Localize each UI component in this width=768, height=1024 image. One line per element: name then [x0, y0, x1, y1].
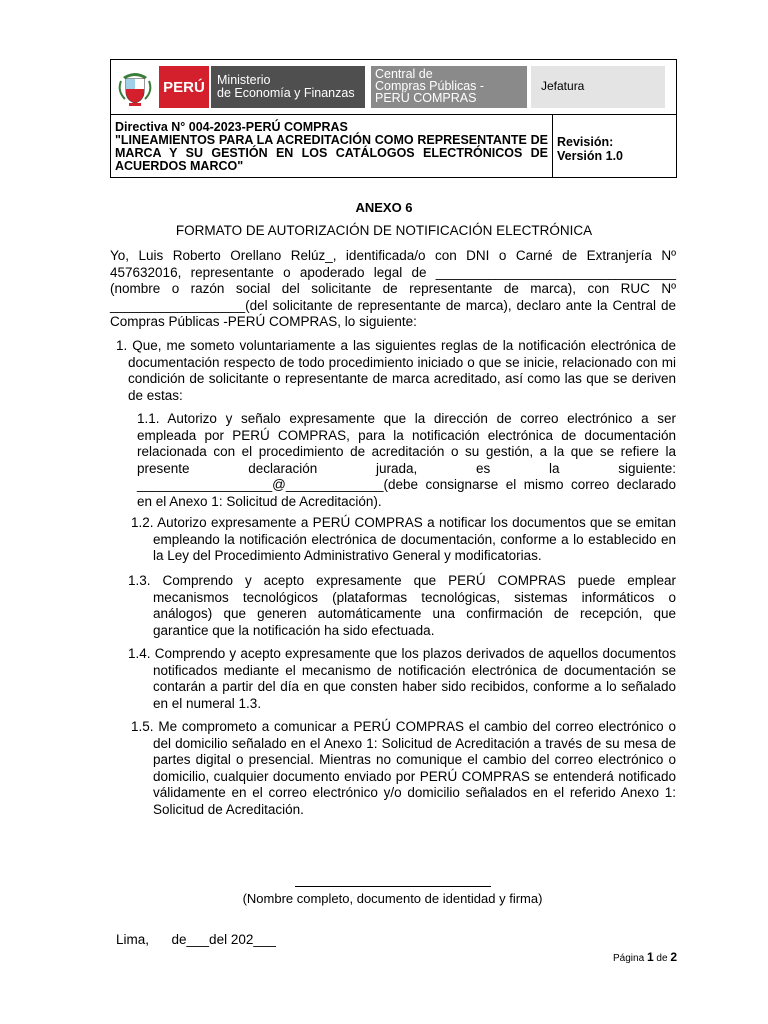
version-label: Versión 1.0: [557, 149, 624, 163]
page-current: 1: [646, 950, 654, 964]
revision-label: Revisión:: [557, 135, 614, 149]
anexo-title: ANEXO 6: [355, 200, 413, 215]
page-number: [613, 950, 677, 964]
central-line-3: PERÚ COMPRAS: [375, 91, 477, 105]
central-line-2: Compras Públicas -: [375, 79, 485, 93]
signature-label: (Nombre completo, documento de identidad y firma): [242, 891, 543, 906]
intro-paragraph: Yo, Luis Roberto Orellano Relúz_, identificada/o con DNI o Carné de Extranjería Nº 457632016, representante o apoderado legal de ________________________________ (nombre o razón social del solicitante de representante de marca), con RUC Nº __________________(del solicitante de representante de marca), declaro ante la Central de Compras Públicas -PERÚ COMPRAS, lo siguiente:: [110, 248, 676, 329]
central-compras-label: [371, 66, 527, 108]
page-word: Página: [613, 953, 645, 964]
header-table: [110, 59, 677, 178]
directiva-cell: [111, 115, 553, 178]
formato-title: FORMATO DE AUTORIZACIÓN DE NOTIFICACIÓN ELECTRÓNICA: [175, 223, 593, 238]
item-1-4: 1.4. Comprendo y acepto expresamente que los plazos derivados de aquellos documentos notificados mediante el mecanismo de notificación electrónica de documentación se contarán a partir del día en que consten haber sido recibidos, conforme a lo señalado en el numeral 1.3.: [128, 646, 676, 711]
directiva-number: Directiva N° 004-2023-PERÚ COMPRAS: [115, 120, 348, 134]
logo-cell: [111, 60, 677, 115]
peru-logo: PERÚ: [159, 66, 209, 108]
page-total: 2: [670, 950, 677, 964]
ministerio-line-1: Ministerio: [217, 73, 271, 87]
item-1-3: 1.3. Comprendo y acepto expresamente que PERÚ COMPRAS puede emplear mecanismos tecnológicos (plataformas tecnológicas, sistemas informáticos o análogos) que generen automáticamente una confirmación de recepción, que garantice que la notificación ha sido efectuada.: [128, 573, 676, 638]
item-1-5: 1.5. Me comprometo a comunicar a PERÚ COMPRAS el cambio del correo electrónico o del domicilio señalado en el Anexo 1: Solicitud de Acreditación a través de su mesa de partes digital o presencial. Mientras no comunique el cambio del correo electrónico o domicilio, cualquier documento enviado por PERÚ COMPRAS se entenderá notificado válidamente en el correo electrónico y/o domicilio señalados en el referido Anexo 1: Solicitud de Acreditación.: [131, 719, 676, 817]
jefatura-label: Jefatura: [531, 66, 665, 108]
ministerio-line-2: de Economía y Finanzas: [217, 86, 355, 100]
page-of: de: [656, 953, 668, 964]
place-date-line: Lima, de___del 202___: [116, 932, 276, 947]
central-line-1: Central de: [375, 67, 433, 81]
item-1: 1. Que, me someto voluntariamente a las siguientes reglas de la notificación electrónica de documentación respecto de todo procedimiento iniciado o que se inicie, relacionado con mi condición de solicitante o representante de marca acreditado, así como las que se deriven de estas:: [116, 338, 676, 403]
item-1-2: 1.2. Autorizo expresamente a PERÚ COMPRAS a notificar los documentos que se emitan empleando la notificación electrónica de documentación, conforme a lo establecido en la Ley del Procedimiento Administrativo General y modificatorias.: [131, 515, 676, 563]
revision-cell: [553, 115, 677, 178]
directiva-title: "LINEAMIENTOS PARA LA ACREDITACIÓN COMO REPRESENTANTE DE MARCA Y SU GESTIÓN EN LOS CATÁLOGOS ELECTRÓNICOS DE ACUERDOS MARCO": [115, 133, 548, 173]
coat-of-arms-icon: [111, 60, 159, 114]
ministerio-label: [211, 66, 365, 108]
item-1-1: 1.1. Autorizo y señalo expresamente que la dirección de correo electrónico a ser empleada por PERÚ COMPRAS, para la notificación electrónica de documentación relacionada con el procedimiento de acreditación o su gestión, a la que se refiere la presente declaración jurada, es la siguiente: __________________@_____________(debe consignarse el mismo correo declarado en el Anexo 1: Solicitud de Acreditación).: [137, 411, 676, 509]
signature-line: [295, 886, 491, 887]
